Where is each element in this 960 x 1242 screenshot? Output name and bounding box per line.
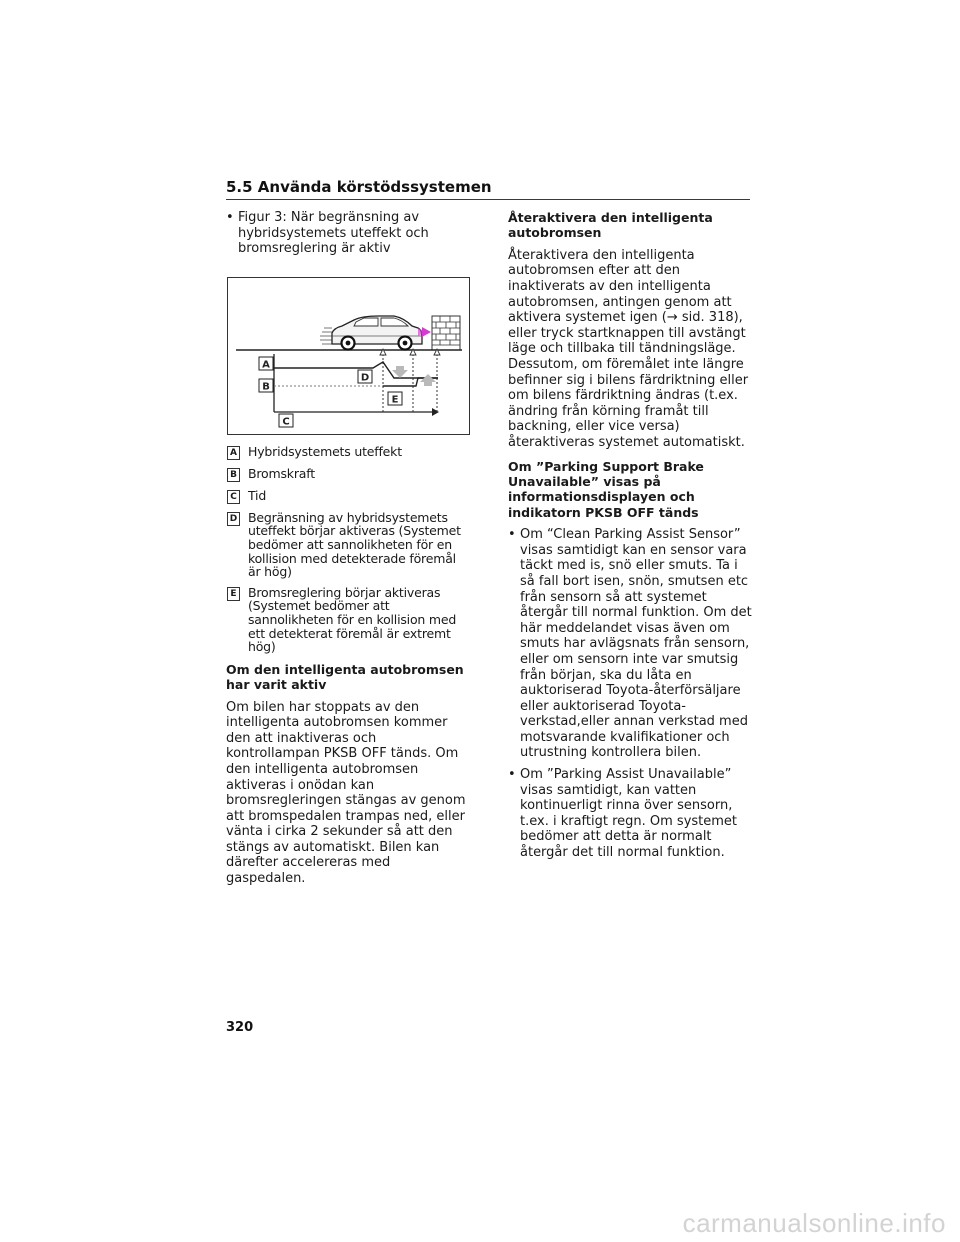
paragraph-autobrake-active: Om bilen har stoppats av den intelligenta autobromsen kommer den att inaktiveras och kontrollampan PKSB OFF tänds. Om den intelligenta autobromsen aktiveras i onödan kan bromsregleringen stängas av genom att bromspedalen trampas ned, eller vänta i cirka 2 sekunder så att den stängs av automatiskt. Bilen kan därefter accelereras med gaspedalen.	[226, 699, 466, 887]
car-illustration	[332, 316, 422, 350]
diagram-svg	[228, 278, 469, 434]
legend-item-d	[226, 511, 471, 579]
right-column	[508, 210, 752, 867]
legend-item-b	[226, 467, 471, 482]
legend-text: Bromskraft	[248, 465, 315, 481]
figure-caption-text: Figur 3: När begränsning av hybridsystemets uteffekt och bromsreglering är aktiv	[238, 210, 429, 257]
legend-text: Hybridsystemets uteffekt	[248, 443, 402, 459]
header-rule	[226, 199, 750, 200]
figure-label-e	[388, 392, 402, 406]
legend-item-e	[226, 586, 471, 654]
time-axis-arrowhead	[432, 408, 439, 416]
svg-text:D: D	[360, 372, 370, 384]
legend-badge: B	[227, 468, 240, 482]
svg-text:B: B	[262, 381, 270, 393]
bullet-clean-sensor	[508, 527, 752, 761]
bullet-dot: •	[508, 767, 516, 783]
figure-label-b	[259, 379, 273, 393]
left-column	[226, 210, 471, 893]
svg-text:C: C	[282, 416, 290, 428]
figure-caption-bullet	[226, 210, 471, 257]
legend-item-a	[226, 445, 471, 460]
figure-label-d	[358, 370, 372, 384]
bullet-text: Om “Clean Parking Assist Sensor” visas samtidigt kan en sensor vara täckt med is, snö eller smuts. Ta i så fall bort isen, snön, smutsen etc från sensorn så att systemet återgår till normal funktion. Om det här meddelandet visas även om smuts har avlägsnats från sensorn, eller om sensorn inte var smutsig från början, ska du låta en auktoriserad Toyota-återförsäljare eller auktoriserad Toyota-verkstad,eller annan verkstad med motsvarande kvalifikationer och utrustning kontrollera bilen.	[520, 527, 752, 761]
section-header: 5.5 Använda körstödssystemen	[226, 178, 492, 196]
subheading-reactivate: Återaktivera den intelligenta autobromsen	[508, 210, 713, 241]
svg-text:A: A	[262, 359, 270, 371]
bullet-assist-unavailable	[508, 767, 752, 861]
figure-3-diagram	[227, 277, 470, 435]
legend-badge: A	[227, 446, 240, 460]
figure-label-c	[279, 414, 293, 428]
bullet-dot: •	[226, 210, 234, 225]
subheading-unavailable: Om ”Parking Support Brake Unavailable” visas på informationsdisplayen och indikatorn PKSB OFF tänds	[508, 458, 704, 520]
legend-badge: D	[227, 512, 240, 526]
page-number: 320	[226, 1020, 254, 1035]
subheading-autobrake-active: Om den intelligenta autobromsen har varit aktiv	[226, 661, 464, 693]
legend-badge: C	[227, 490, 240, 504]
legend-text: Begränsning av hybridsystemets uteffekt börjar aktiveras (Systemet bedömer att sannolikheten för en kollision med detekterade föremål är hög)	[248, 509, 461, 580]
legend-item-c	[226, 489, 471, 504]
motion-lines	[320, 328, 332, 344]
bullet-dot: •	[508, 527, 516, 543]
svg-text:E: E	[391, 394, 399, 406]
watermark: carmanualsonline.info	[682, 1208, 946, 1238]
figure-label-a	[259, 357, 273, 371]
paragraph-reactivate: Återaktivera den intelligenta autobromsen efter att den inaktiverats av den intelligenta autobromsen, antingen genom att aktivera systemet igen (→ sid. 318), eller tryck startknappen till avstängt läge och tillbaka till tändningsläge. Dessutom, om föremålet inte längre befinner sig i bilens färdriktning eller om bilens färdriktning ändras (t.ex. ändring från körning framåt till backning, eller vice versa) återaktiveras systemet automatiskt.	[508, 247, 749, 450]
legend-text: Bromsreglering börjar aktiveras (Systemet bedömer att sannolikheten för en kollision med ett detekterat föremål är extremt hög)	[248, 584, 457, 655]
gray-arrows	[392, 366, 436, 386]
legend-text: Tid	[248, 487, 267, 503]
figure-legend	[226, 445, 471, 654]
bullet-text: Om ”Parking Assist Unavailable” visas samtidigt, kan vatten kontinuerligt rinna över sensorn, t.ex. i kraftigt regn. Om systemet bedömer att detta är normalt återgår det till normal funktion.	[520, 767, 738, 861]
brick-wall	[432, 316, 460, 350]
legend-badge: E	[227, 587, 240, 601]
